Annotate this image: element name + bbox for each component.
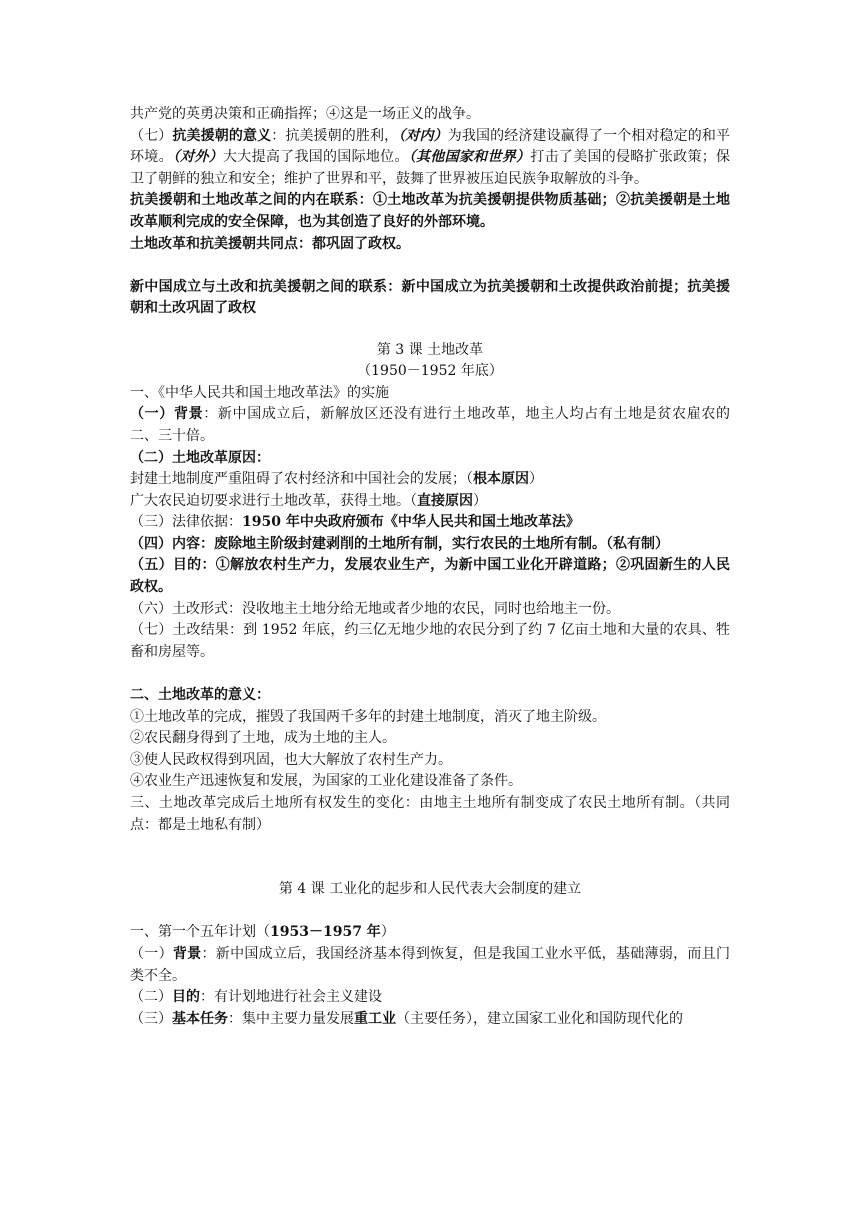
section-heading: 一、《中华人民共和国土地改革法》的实施 [130, 384, 389, 401]
paragraph-new-china-link: 新中国成立与土改和抗美援朝之间的联系：新中国成立为抗美援朝和土改提供政治前提；抗美援朝和土改巩固了政权 [130, 278, 730, 317]
spacer [130, 663, 730, 685]
reason-root: 封建土地制度严重阻碍了农村经济和中国社会的发展；（根本原因） [130, 471, 543, 488]
reason-direct: 广大农民迫切要求进行土地改革，获得土地。（直接原因） [130, 492, 487, 509]
paragraph-significance: （七）抗美援朝的意义：抗美援朝的胜利，（对内）为我国的经济建设赢得了一个相对稳定的和平环境。（对外）大大提高了我国的国际地位。（其他国家和世界）打击了美国的侵略扩张政策；保卫了朝鲜的独立和安全；维护了世界和平，鼓舞了世界被压迫民族争取解放的斗争。 [130, 127, 731, 187]
lesson-title: 第 4 课 工业化的起步和人民代表大会制度的建立 [278, 881, 582, 898]
paragraph-goal: （二）目的：有计划地进行社会主义建设 [130, 989, 382, 1006]
paragraph-form: （六）土改形式：没收地主土地分给无地或者少地的农民，同时也给地主一份。 [130, 600, 620, 617]
paragraph-task: （三）基本任务：集中主要力量发展重工业（主要任务），建立国家工业化和国防现代化的 [130, 1010, 683, 1027]
paragraph: 共产党的英勇决策和正确指挥；④这是一场正义的战争。 [130, 106, 480, 122]
spacer [130, 836, 730, 879]
list-item: ④农业生产迅速恢复和发展，为国家的工业化建设准备了条件。 [130, 773, 522, 790]
paragraph-law: （三）法律依据：1950 年中央政府颁布《中华人民共和国土地改革法》 [130, 514, 580, 531]
spacer [130, 255, 730, 277]
list-item: ③使人民政权得到巩固，也大大解放了农村生产力。 [130, 751, 452, 768]
section-heading: 一、第一个五年计划（1953－1957 年） [130, 924, 395, 941]
paragraph-background: （一）背景：新中国成立后，新解放区还没有进行土地改革，地主人均占有土地是贫农雇农的二、三十倍。 [130, 406, 730, 444]
document-page [130, 104, 730, 1030]
paragraph-connection: 抗美援朝和土地改革之间的内在联系：①土地改革为抗美援朝提供物质基础；②抗美援朝是土地改革顺利完成的安全保障，也为其创造了良好的外部环境。 [130, 192, 730, 230]
section-heading: 二、土地改革的意义： [130, 687, 270, 704]
list-item: ①土地改革的完成，摧毁了我国两千多年的封建土地制度，消灭了地主阶级。 [130, 708, 606, 725]
list-item: ②农民翻身得到了土地，成为土地的主人。 [130, 730, 396, 747]
paragraph-goal: （五）目的：①解放农村生产力，发展农业生产，为新中国工业化开辟道路；②巩固新生的人民政权。 [130, 557, 730, 596]
spacer [130, 320, 730, 342]
lesson-title: 第 3 课 土地改革 [376, 341, 484, 358]
paragraph-common-point: 土地改革和抗美援朝共同点：都巩固了政权。 [130, 235, 410, 252]
section-heading: 三、土地改革完成后土地所有权发生的变化：由地主土地所有制变成了农民土地所有制。（共同点：都是土地私有制） [130, 795, 730, 833]
reason-heading: （二）土地改革原因： [130, 449, 270, 466]
paragraph-background: （一）背景：新中国成立后，我国经济基本得到恢复，但是我国工业水平低，基础薄弱，而且门类不全。 [130, 945, 731, 984]
paragraph-result: （七）土改结果：到 1952 年底，约三亿无地少地的农民分到了约 7 亿亩土地和大量的农具、牲畜和房屋等。 [130, 622, 730, 660]
paragraph-content: （四）内容：废除地主阶级封建剥削的土地所有制，实行农民的土地所有制。（私有制） [130, 535, 669, 552]
spacer [130, 901, 730, 923]
lesson-subtitle: （1950－1952 年底） [357, 363, 503, 380]
